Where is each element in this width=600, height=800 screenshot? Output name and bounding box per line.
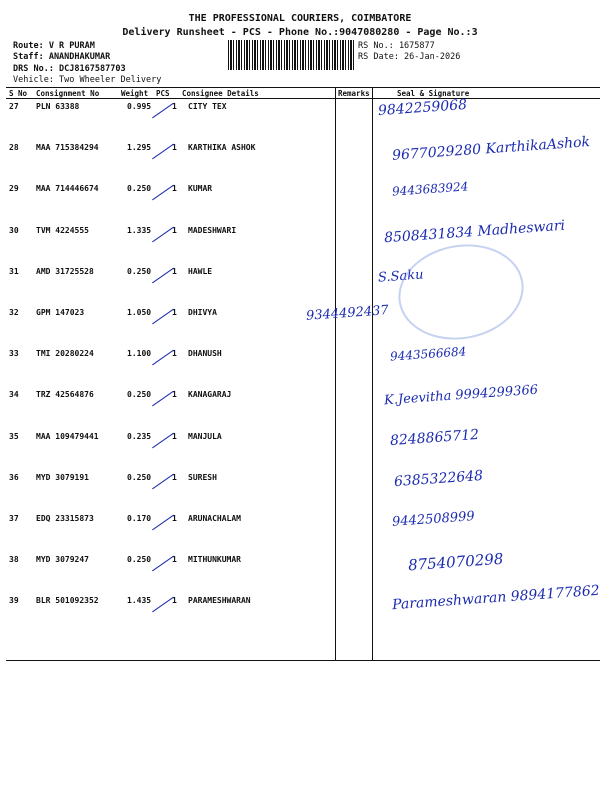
col-pcs: PCS: [156, 89, 170, 98]
row-weight: 1.335: [127, 225, 152, 235]
row-pcs: 1: [172, 472, 177, 482]
row-consignment-no: MYD 3079247: [36, 555, 89, 565]
row-pcs: 1: [172, 143, 177, 153]
row-pcs: 1: [172, 390, 177, 400]
row-pcs: 1: [172, 596, 177, 606]
table-top-border: [6, 87, 600, 88]
row-consignee: CITY TEX: [188, 102, 227, 111]
signature-divider: [372, 88, 373, 660]
row-signature: S.Saku: [377, 267, 424, 286]
row-weight: 1.435: [127, 596, 152, 606]
row-weight: 0.170: [127, 514, 152, 523]
row-consignee: MITHUNKUMAR: [188, 555, 241, 565]
row-sno: 30: [9, 225, 19, 235]
row-consignment-no: EDQ 23315873: [36, 514, 94, 523]
row-weight: 1.050: [127, 308, 152, 317]
rs-number: RS No.: 1675877: [358, 41, 435, 51]
row-sno: 38: [9, 555, 19, 565]
row-tick-mark: [152, 185, 174, 201]
row-pcs: 1: [172, 431, 177, 441]
row-tick-mark: [152, 556, 174, 572]
row-pcs: 1: [172, 349, 177, 359]
row-consignee: MANJULA: [188, 431, 222, 441]
row-signature: 9443683924: [391, 179, 469, 200]
col-sno: S No: [9, 89, 28, 98]
vehicle-label: Vehicle: Two Wheeler Delivery: [13, 75, 162, 85]
row-consignee: PARAMESHWARAN: [188, 596, 251, 606]
drs-label: DRS No.: DCJ8167587703: [13, 64, 126, 74]
row-sno: 32: [9, 308, 19, 317]
runsheet-subtitle: Delivery Runsheet - PCS - Phone No.:9047080280 - Page No.:3: [122, 27, 478, 38]
row-sno: 34: [9, 390, 19, 400]
staff-label: Staff: ANANDHAKUMAR: [13, 52, 111, 62]
row-consignee: HAWLE: [188, 266, 213, 276]
row-signature: 9344492437: [305, 303, 390, 324]
table-header-border: [6, 98, 600, 99]
row-weight: 1.295: [127, 143, 152, 153]
row-pcs: 1: [172, 308, 177, 317]
col-consignment: Consignment No: [36, 89, 100, 98]
row-consignment-no: TMI 20280224: [36, 349, 94, 359]
row-pcs: 1: [172, 514, 177, 523]
row-consignment-no: MAA 714446674: [36, 184, 99, 194]
row-weight: 0.250: [127, 184, 152, 194]
row-tick-mark: [152, 597, 174, 613]
row-tick-mark: [152, 103, 174, 119]
row-pcs: 1: [172, 225, 177, 235]
row-signature: 9443566684: [389, 344, 467, 364]
row-weight: 0.235: [127, 431, 152, 441]
row-consignment-no: MYD 3079191: [36, 472, 89, 482]
row-signature: 9842259068: [377, 96, 468, 120]
row-consignment-no: TVM 4224555: [36, 225, 89, 235]
row-signature: 8248865712: [389, 426, 480, 449]
row-signature: K.Jeevitha 9994299366: [383, 383, 539, 409]
row-consignee: DHIVYA: [188, 308, 217, 317]
col-consignee: Consignee Details: [182, 89, 259, 98]
row-sno: 28: [9, 143, 19, 153]
row-signature: 9442508999: [391, 509, 476, 530]
row-pcs: 1: [172, 184, 177, 194]
row-consignment-no: MAA 109479441: [36, 431, 99, 441]
row-signature: 9677029280 KarthikaAshok: [391, 134, 591, 165]
row-tick-mark: [152, 515, 174, 531]
row-consignment-no: BLR 501092352: [36, 596, 99, 606]
remarks-divider: [335, 88, 336, 660]
row-weight: 0.250: [127, 266, 152, 276]
table-bottom-border: [6, 660, 600, 661]
row-pcs: 1: [172, 266, 177, 276]
row-sno: 35: [9, 431, 19, 441]
row-weight: 0.995: [127, 102, 152, 111]
row-consignment-no: GPM 147023: [36, 308, 85, 317]
row-sno: 31: [9, 266, 19, 276]
row-consignee: KANAGARAJ: [188, 390, 232, 400]
row-consignee: MADESHWARI: [188, 225, 237, 235]
row-tick-mark: [152, 473, 174, 489]
row-weight: 0.250: [127, 472, 152, 482]
row-weight: 0.250: [127, 390, 152, 400]
row-sno: 33: [9, 349, 19, 359]
col-seal-signature: Seal & Signature: [397, 89, 470, 98]
row-consignment-no: AMD 31725528: [36, 266, 94, 276]
row-weight: 0.250: [127, 555, 152, 565]
row-signature: 8754070298: [407, 549, 504, 575]
row-tick-mark: [152, 350, 174, 366]
row-pcs: 1: [172, 555, 177, 565]
row-tick-mark: [152, 144, 174, 160]
row-sno: 37: [9, 514, 19, 523]
row-weight: 1.100: [127, 349, 152, 359]
col-weight: Weight: [121, 89, 149, 98]
row-sno: 39: [9, 596, 19, 606]
row-tick-mark: [152, 432, 174, 448]
row-signature: 6385322648: [393, 467, 484, 490]
row-tick-mark: [152, 226, 174, 242]
row-sno: 36: [9, 472, 19, 482]
barcode-image: [228, 40, 354, 70]
row-signature: 8508431834 Madheswari: [383, 217, 566, 246]
row-signature: Parameshwaran 9894177862: [391, 583, 600, 614]
row-tick-mark: [152, 267, 174, 283]
route-label: Route: V R PURAM: [13, 41, 95, 51]
row-tick-mark: [152, 391, 174, 407]
row-consignee: KARTHIKA ASHOK: [188, 143, 256, 153]
row-consignee: KUMAR: [188, 184, 213, 194]
row-consignee: SURESH: [188, 472, 217, 482]
rs-date: RS Date: 26-Jan-2026: [358, 52, 461, 62]
row-consignee: ARUNACHALAM: [188, 514, 241, 523]
row-consignee: DHANUSH: [188, 349, 222, 359]
row-tick-mark: [152, 309, 174, 325]
row-consignment-no: PLN 63388: [36, 102, 80, 111]
row-pcs: 1: [172, 102, 177, 111]
row-consignment-no: MAA 715384294: [36, 143, 99, 153]
delivery-stamp: [391, 235, 531, 349]
row-consignment-no: TRZ 42564876: [36, 390, 94, 400]
row-sno: 27: [9, 102, 19, 111]
row-sno: 29: [9, 184, 19, 194]
col-remarks: Remarks: [338, 89, 370, 98]
company-title: THE PROFESSIONAL COURIERS, COIMBATORE: [188, 13, 412, 24]
